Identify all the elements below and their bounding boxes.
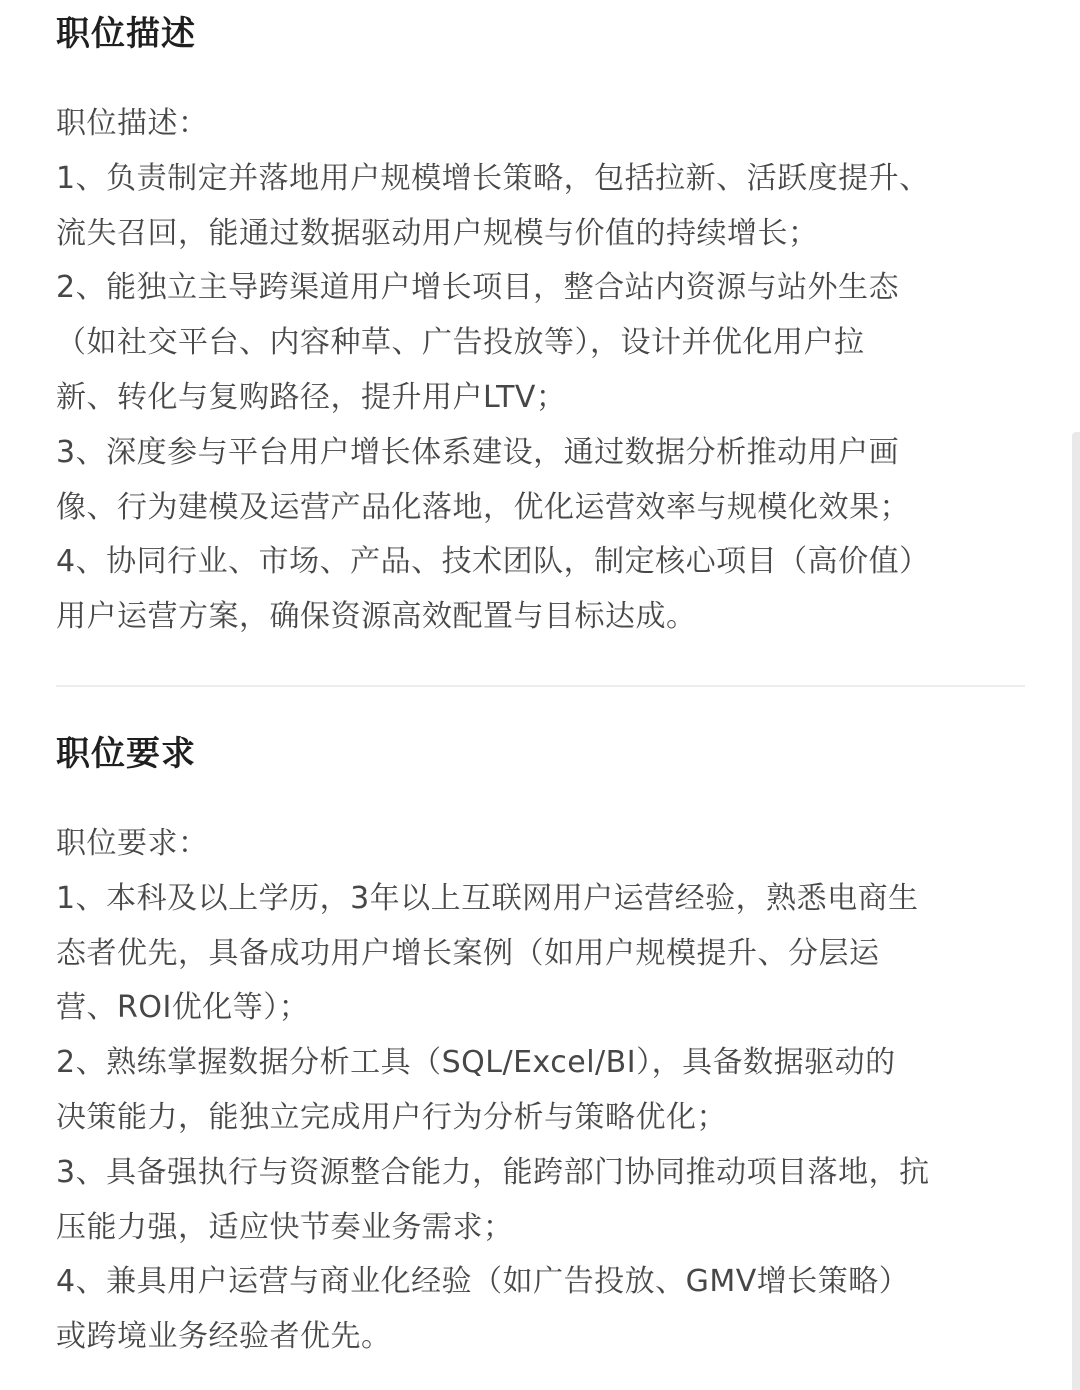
vertical-scrollbar[interactable] (1072, 432, 1080, 1390)
requirement-line: 3、具备强执行与资源整合能力，能跨部门协同推动项目落地，抗 (56, 1154, 930, 1190)
requirement-line: 压能力强，适应快节奏业务需求； (56, 1209, 514, 1245)
description-line: 4、协同行业、市场、产品、技术团队，制定核心项目（高价值） (56, 544, 930, 580)
requirement-line: 1、本科及以上学历，3年以上互联网用户运营经验，熟悉电商生 (56, 880, 919, 916)
job-requirements-text (56, 817, 1031, 1365)
description-line: 职位描述： (56, 106, 209, 141)
job-requirements-title: 职位要求 (56, 734, 196, 774)
description-line: 1、负责制定并落地用户规模增长策略，包括拉新、活跃度提升、 (56, 160, 930, 196)
description-line: 2、能独立主导跨渠道用户增长项目，整合站内资源与站外生态 (56, 270, 900, 306)
description-line: 新、转化与复购路径，提升用户LTV； (56, 379, 567, 415)
job-description-text (56, 97, 1031, 645)
description-line: （如社交平台、内容种草、广告投放等），设计并优化用户拉 (56, 325, 865, 361)
requirement-line: 态者优先，具备成功用户增长案例（如用户规模提升、分层运 (56, 935, 880, 971)
requirement-line: 4、兼具用户运营与商业化经验（如广告投放、GMV增长策略） (56, 1264, 910, 1300)
job-description-title: 职位描述 (56, 14, 196, 54)
requirement-line: 或跨境业务经验者优先。 (56, 1319, 392, 1355)
description-line: 用户运营方案，确保资源高效配置与目标达成。 (56, 599, 697, 635)
requirement-line: 2、熟练掌握数据分析工具（SQL/Excel/BI），具备数据驱动的 (56, 1045, 896, 1081)
description-line: 像、行为建模及运营产品化落地，优化运营效率与规模化效果； (56, 489, 910, 525)
requirement-line: 职位要求： (56, 826, 209, 861)
description-line: 3、深度参与平台用户增长体系建设，通过数据分析推动用户画 (56, 434, 900, 470)
section-divider (56, 685, 1025, 687)
requirement-line: 决策能力，能独立完成用户行为分析与策略优化； (56, 1099, 727, 1135)
description-line: 流失召回，能通过数据驱动用户规模与价值的持续增长； (56, 215, 819, 251)
requirement-line: 营、ROI优化等）； (56, 990, 310, 1026)
